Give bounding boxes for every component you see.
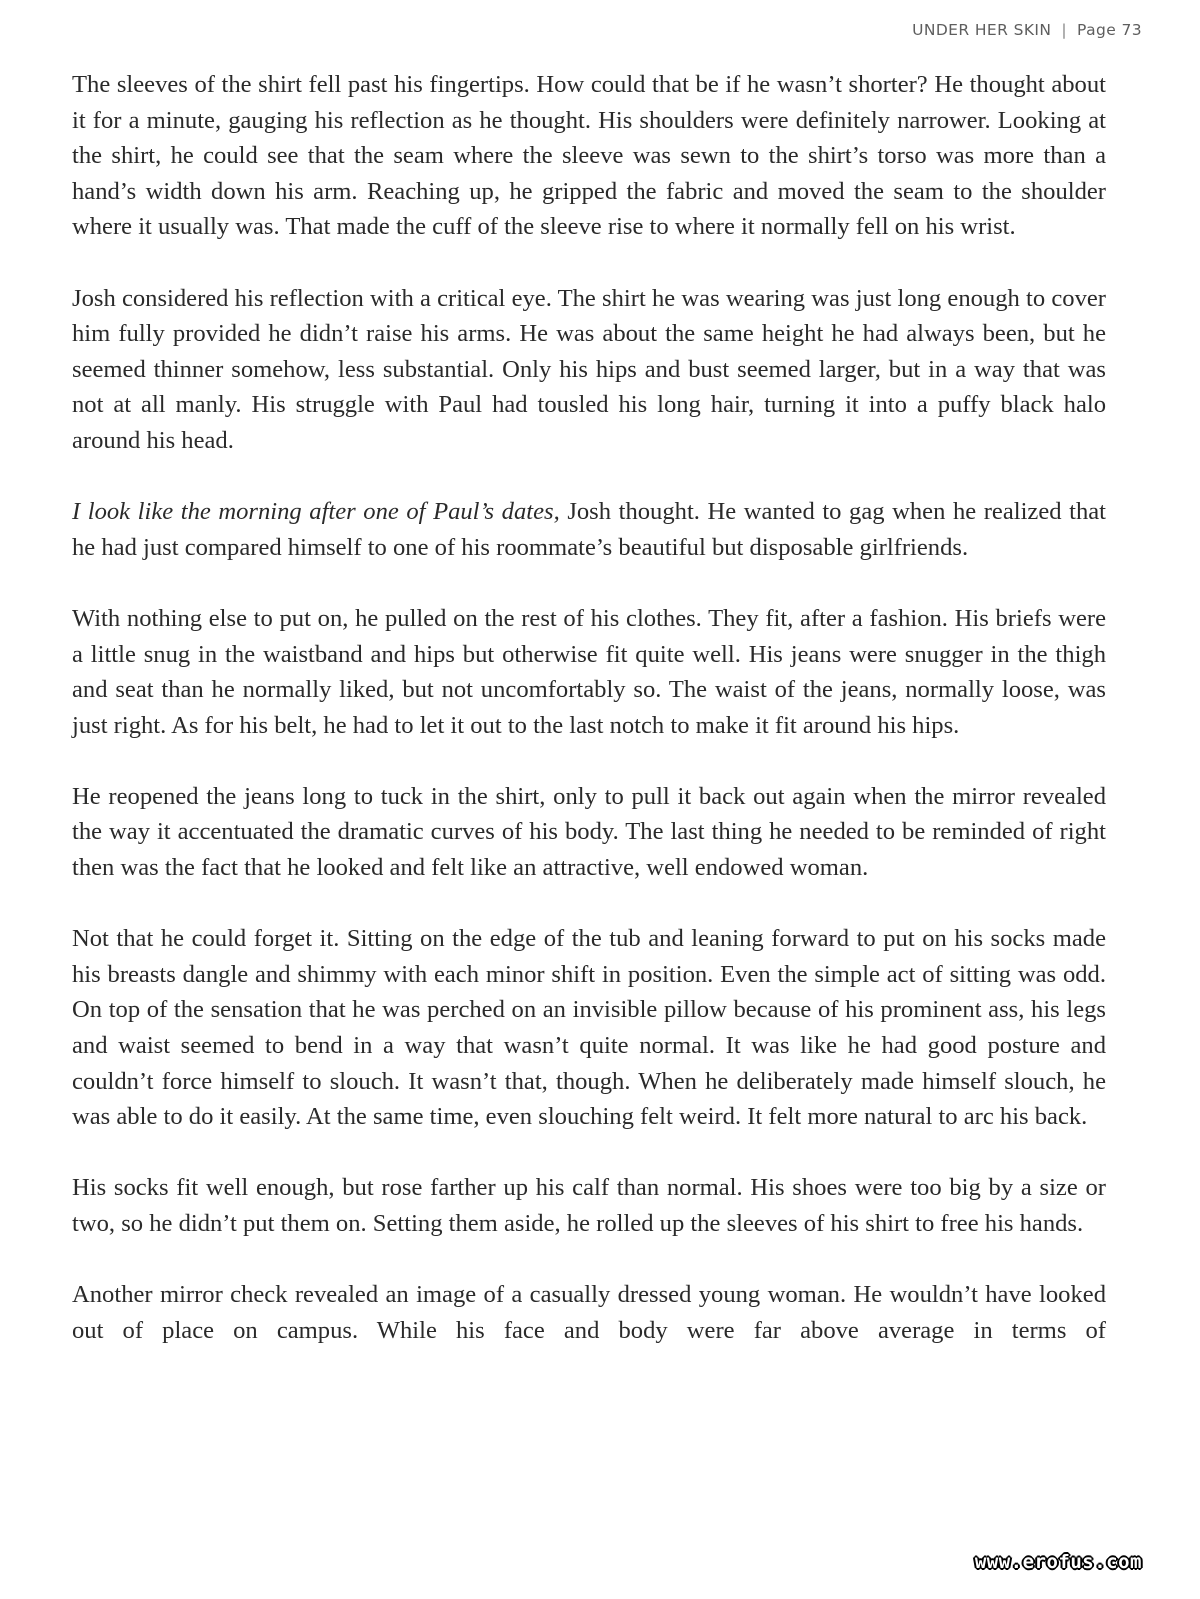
running-header — [912, 21, 1142, 39]
paragraph: Another mirror check revealed an image of a casually dressed young woman. He wouldn’t have looked out of place on campus. While his face and body were far above average in terms of — [72, 1281, 1106, 1344]
watermark: www.erofus.com — [974, 1551, 1142, 1573]
paragraph: With nothing else to put on, he pulled on the rest of his clothes. They fit, after a fashion. His briefs were a little snug in the waistband and hips but otherwise fit quite well. His jeans were snugger in the thigh and seat than he normally liked, but not uncomfortably so. The waist of the jeans, normally loose, was just right. As for his belt, he had to let it out to the last notch to make it fit around his hips. — [72, 604, 1106, 739]
paragraph: His socks fit well enough, but rose farther up his calf than normal. His shoes were too big by a size or two, so he didn’t put them on. Setting them aside, he rolled up the sleeves of his shirt to free his hands. — [72, 1174, 1106, 1237]
book-title: UNDER HER SKIN — [912, 21, 1052, 39]
paragraph: Not that he could forget it. Sitting on the edge of the tub and leaning forward to put on his socks made his breasts dangle and shimmy with each minor shift in position. Even the simple act of sitting was odd. On top of the sensation that he was perched on an invisible pillow because of his prominent ass, his legs and waist seemed to bend in a way that wasn’t quite normal. It was like he had good posture and couldn’t force himself to slouch. It wasn’t that, though. When he deliberately made himself slouch, he was able to do it easily. At the same time, even slouching felt weird. It felt more natural to arc his back. — [72, 925, 1106, 1131]
paragraph: The sleeves of the shirt fell past his fingertips. How could that be if he wasn’t shorter? He thought about it for a minute, gauging his reflection as he thought. His shoulders were definitely narrower. Looking at the shirt, he could see that the seam where the sleeve was sewn to the shirt’s torso was more than a hand’s width down his arm. Reaching up, he gripped the fabric and moved the seam to the shoulder where it usually was. That made the cuff of the sleeve rise to where it normally fell on his wrist. — [72, 71, 1106, 241]
paragraph-text: Josh thought. He wanted to gag when he realized that he had just compared himself to one of his roommate’s beautiful but disposable girlfriends. — [72, 498, 1106, 561]
italic-thought: I look like the morning after one of Paul’s dates, — [72, 498, 560, 526]
page-number: Page 73 — [1077, 21, 1142, 39]
paragraph — [72, 494, 1106, 565]
header-separator: | — [1061, 21, 1068, 39]
paragraph: He reopened the jeans long to tuck in the shirt, only to pull it back out again when the mirror revealed the way it accentuated the dramatic curves of his body. The last thing he needed to be reminded of right then was the fact that he looked and felt like an attractive, well endowed woman. — [72, 782, 1106, 882]
body-text — [72, 67, 1106, 1348]
paragraph: Josh considered his reflection with a critical eye. The shirt he was wearing was just long enough to cover him fully provided he didn’t raise his arms. He was about the same height he had always been, but he seemed thinner somehow, less substantial. Only his hips and bust seemed larger, but in a way that was not at all manly. His struggle with Paul had tousled his long hair, turning it into a puffy black halo around his head. — [72, 284, 1106, 454]
